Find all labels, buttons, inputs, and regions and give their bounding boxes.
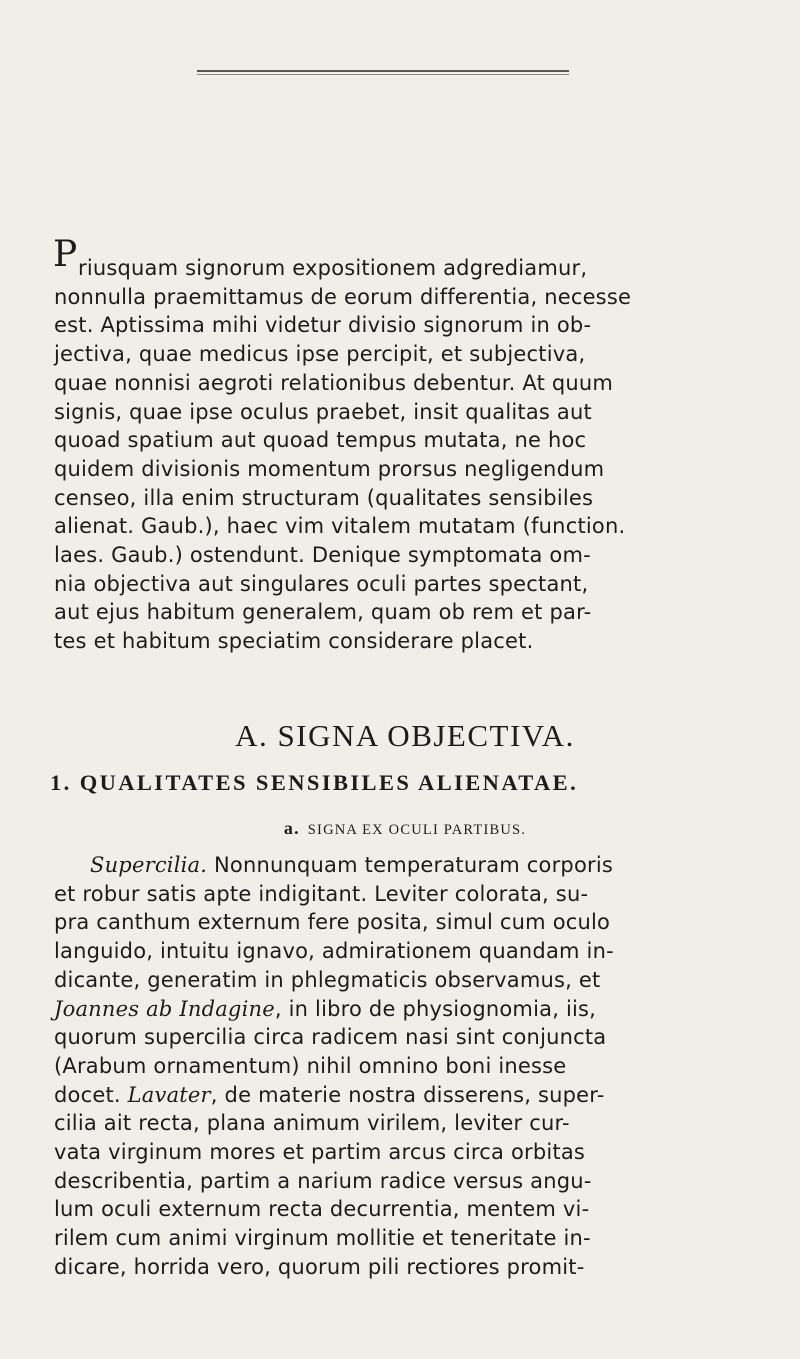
body-paragraph: [54, 851, 754, 1282]
text-line: aut ejus habitum generalem, quam ob rem et par-: [54, 600, 592, 625]
subsection-title: SIGNA EX OCULI PARTIBUS.: [307, 822, 527, 838]
drop-cap: P: [53, 234, 78, 275]
text-line: alienat. Gaub.), haec vim vitalem mutatam (function.: [54, 514, 626, 539]
term-italic: Supercilia.: [90, 853, 208, 877]
text-line: quae nonnisi aegroti relationibus debentur. At quum: [54, 370, 614, 395]
subsection-heading: [0, 818, 800, 839]
text-line: nonnulla praemittamus de eorum differentia, necesse: [54, 284, 632, 309]
text-line: [54, 851, 754, 880]
author-italic: Lavater: [127, 1082, 211, 1107]
text-line: signis, quae ipse oculus praebet, insit qualitas aut: [54, 399, 592, 424]
section-heading-a: A. SIGNA OBJECTIVA.: [235, 718, 575, 753]
text-line: rilem cum animi virginum mollitie et teneritate in-: [54, 1226, 591, 1251]
header-rule-thin: [197, 74, 569, 75]
text-line: tes et habitum speciatim considerare placet.: [54, 629, 534, 654]
text-line: languido, intuitu ignavo, admirationem quandam in-: [54, 939, 614, 964]
header-rule: [197, 70, 569, 72]
text-line: [54, 995, 754, 1024]
text-line: vata virginum mores et partim arcus circa orbitas: [54, 1140, 586, 1165]
section-heading-1: 1. QUALITATES SENSIBILES ALIENATAE.: [50, 770, 579, 795]
text-line: quoad spatium aut quoad tempus mutata, ne hoc: [54, 428, 587, 453]
author-italic: Joannes ab Indagine: [54, 996, 275, 1021]
text-line: dicare, horrida vero, quorum pili rectiores promit-: [54, 1254, 585, 1279]
text-line: est. Aptissima mihi videtur divisio signorum in ob-: [54, 313, 592, 338]
subsection-label: a.: [283, 818, 300, 838]
text-line: pra canthum externum fere posita, simul cum oculo: [54, 910, 611, 935]
text-line: cilia ait recta, plana animum virilem, leviter cur-: [54, 1111, 570, 1136]
intro-paragraph: [53, 234, 754, 656]
text-line: lum oculi externum recta decurrentia, mentem vi-: [54, 1197, 590, 1222]
text-line: jectiva, quae medicus ipse percipit, et subjectiva,: [54, 342, 586, 367]
text-line: describentia, partim a narium radice versus angu-: [54, 1168, 592, 1193]
text-fragment: docet.: [54, 1082, 128, 1107]
text-fragment: Nonnunquam temperaturam corporis: [207, 853, 614, 877]
text-fragment: , in libro de physiognomia, iis,: [274, 996, 597, 1021]
text-line: et robur satis apte indigitant. Leviter colorata, su-: [54, 881, 589, 906]
text-line: quorum supercilia circa radicem nasi sint conjuncta: [54, 1025, 607, 1050]
text-line: (Arabum ornamentum) nihil omnino boni inesse: [54, 1053, 567, 1078]
text-line: riusquam signorum expositionem adgrediamur,: [78, 256, 588, 280]
text-fragment: , de materie nostra disserens, super-: [210, 1082, 605, 1107]
text-line: dicante, generatim in phlegmaticis observamus, et: [54, 967, 601, 992]
text-line: laes. Gaub.) ostendunt. Denique symptomata om-: [54, 543, 591, 568]
text-line: nia objectiva aut singulares oculi partes spectant,: [54, 571, 589, 596]
text-line: censeo, illa enim structuram (qualitates sensibiles: [54, 485, 594, 510]
text-line: quidem divisionis momentum prorsus negligendum: [54, 456, 605, 481]
text-line: [54, 1081, 754, 1110]
